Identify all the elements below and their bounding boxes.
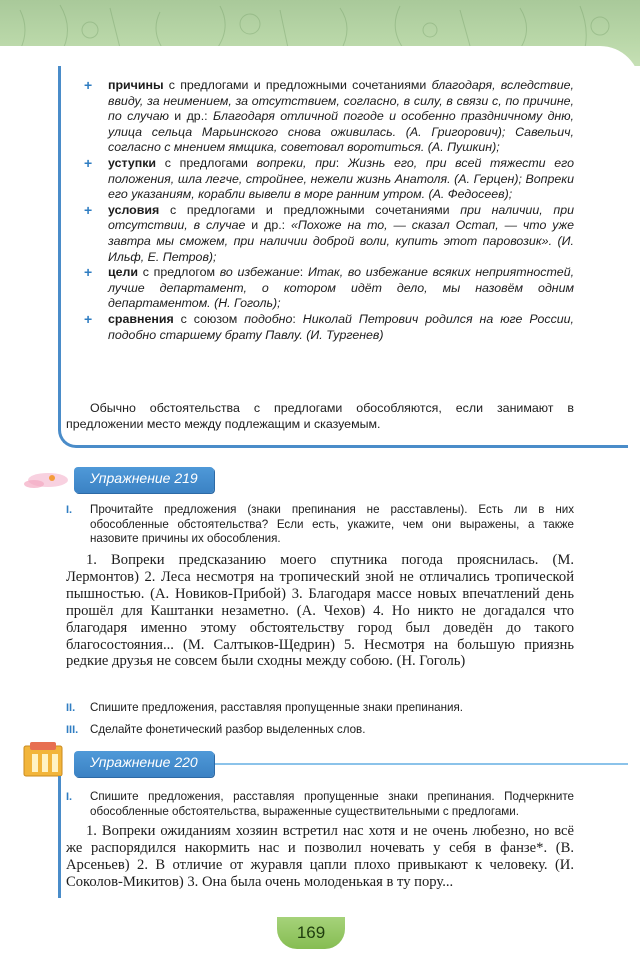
bullet-example: Жизнь его, при всей тяжести его положения, шла легче, стройнее, нежели жизнь Анатоля. (А. Герцен); Вопреки его указаниям, корабли вывели в море ранним утром. (А. Федосеев); (108, 155, 574, 202)
bullet-comparison: + сравнения с союзом подобно: Николай Петрович родился на юге России, подобно старшему брату Павлу. (И. Тургенев) (84, 310, 574, 342)
bullet-keyword: сравнения (108, 311, 174, 326)
rule-closing: Обычно обстоятельства с предлогами обособляются, если занимают в предложении место между подлежащим и сказуемым. (66, 401, 574, 431)
bullet-concession: + уступки с предлогами вопреки, при: Жизнь его, при всей тяжести его положения, шла легче, стройнее, нежели жизнь Анатоля. (А. Герцен); Вопреки его указаниям, корабли вывели в море ранним утром. (А. Федосеев); (84, 154, 574, 202)
plus-icon: + (84, 201, 93, 218)
exercise-219-title: Упражнение 219 (74, 467, 214, 493)
plus-icon: + (84, 77, 93, 93)
rule-bullets (84, 78, 574, 343)
plus-icon: + (84, 310, 93, 327)
book-icon (18, 738, 68, 780)
bullet-example: Благодаря отличной погоде и особенно праздничному дню, улица сельца Марьинского снова оживилась. (А. Григорович); Савельич, согласно с мнением ямщика, советовал воротиться. (А. Пушкин); (108, 109, 574, 155)
bullet-example: «Похоже на то, — сказал Остап, — что уже завтра мы сможем, при наличии доброй воли, купить этот паровозик». (И. Ильф, Е. Петров); (108, 218, 574, 264)
bullet-keyword: цели (108, 265, 138, 280)
bullet-keyword: причины (108, 78, 164, 92)
flower-icon (18, 466, 74, 496)
bullet-example: Николай Петрович родился на юге России, подобно старшему брату Павлу. (И. Тургенев) (108, 311, 574, 342)
plus-icon: + (84, 264, 93, 281)
exercise-219-task-1: I. Прочитайте предложения (знаки препинания не расставлены). Есть ли в них обособленные обстоятельства? Если есть, укажите, чем они выражены, а также назовите причины их обособления. (66, 503, 574, 545)
exercise-220-text: 1. Вопреки ожиданиям хозяин встретил нас хотя и не очень любезно, но всё же распорядился накормить нас и позволил ночевать у себя в фанзе*. (В. Арсеньев) 2. В отличие от журавля цапли плохо привыкают к человеку. (И. Соколов-Микитов) 3. Она была очень молоденькая в ту пору... (66, 823, 574, 890)
bullet-reason: + причины с предлогами и предложными сочетаниями благодаря, вследствие, ввиду, за неимением, за отсутствием, согласно, в силу, в связи с, по причине, по случаю и др.: Благодаря отличной погоде и особенно праздничному дню, улица сельца Марьинского снова оживилась. (А. Григорович); Савельич, согласно с мнением ямщика, советовал воротиться. (А. Пушкин); (84, 77, 574, 155)
exercise-220-task-1: I. Спишите предложения, расставляя пропущенные знаки препинания. Подчеркните обособленные обстоятельства, выраженные существительными с предлогами. (66, 790, 574, 818)
header-line (212, 763, 628, 765)
bullet-purpose: + цели с предлогом во избежание: Итак, во избежание всяких неприятностей, лучше департамент, о котором идёт дело, мы назовём одним департаментом. (Н. Гоголь); (84, 264, 575, 311)
plus-icon: + (84, 154, 93, 171)
top-banner (0, 0, 640, 66)
bullet-keyword: уступки (108, 155, 157, 170)
bullet-keyword: условия (108, 202, 160, 217)
exercise-219-task-3: III. Сделайте фонетический разбор выделенных слов. (66, 723, 366, 736)
bullet-condition: + условия с предлогами и предложными сочетаниями при наличии, при отсутствии, в случае и др.: «Похоже на то, — сказал Остап, — что уже завтра мы сможем, при наличии доброй воли, купить этот паровозик». (И. Ильф, Е. Петров); (84, 201, 574, 264)
exercise-220-title: Упражнение 220 (74, 751, 214, 777)
exercise-219-text: 1. Вопреки предсказанию моего спутника погода прояснилась. (М. Лермонтов) 2. Леса несмотря на тропический зной не отличались тропической пышностью. (А. Новиков-Прибой) 3. Благодаря массе новых впечатлений день прошёл для Каштанки незаметно. (А. Чехов) 4. Но никто не догадался что благодаря именно этому обстоятельству город был доведён до такого благосостояния... (М. Салтыков-Щедрин) 5. Несмотря на большую приязнь редкие друзья не совсем были сходны между собою. (Н. Гоголь) (66, 552, 574, 670)
exercise-219-task-2: II. Спишите предложения, расставляя пропущенные знаки препинания. (66, 701, 464, 714)
page-number: 169 (277, 917, 345, 949)
bullet-example: Итак, во избежание всяких неприятностей, лучше департамент, о котором идёт дело, мы назовём одним департаментом. (Н. Гоголь); (108, 265, 575, 311)
